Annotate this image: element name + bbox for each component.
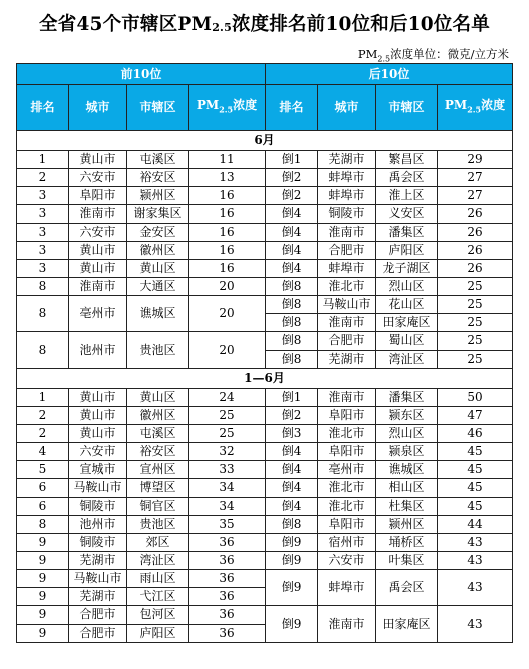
left-city-cell: 阜阳市 xyxy=(69,187,127,205)
table-row xyxy=(17,479,513,497)
left-rank-cell: 8 xyxy=(17,277,69,295)
right-city-cell: 阜阳市 xyxy=(318,406,376,424)
left-district-cell: 裕安区 xyxy=(127,169,189,187)
right-city-cell: 淮北市 xyxy=(318,277,376,295)
table-row xyxy=(17,151,513,169)
left-rank-cell: 3 xyxy=(17,205,69,223)
left-district-cell: 黄山区 xyxy=(127,388,189,406)
right-rank-cell: 倒8 xyxy=(266,332,318,350)
left-value-cell: 13 xyxy=(189,169,266,187)
page-title: 全省45个市辖区$PM_{2.5}$浓度排名前10位和后10位名单 xyxy=(39,14,490,35)
right-district-cell: 庐阳区 xyxy=(376,241,438,259)
left-district-cell: 郊区 xyxy=(127,533,189,551)
right-district-cell: 淮上区 xyxy=(376,187,438,205)
rank-header: 排名 xyxy=(17,85,69,131)
left-city-cell: 芜湖市 xyxy=(69,588,127,606)
ranking-table xyxy=(16,63,513,643)
right-rank-cell: 倒4 xyxy=(266,461,318,479)
table-row xyxy=(17,277,513,295)
right-rank-cell: 倒4 xyxy=(266,205,318,223)
left-value-cell: 20 xyxy=(189,277,266,295)
right-city-cell: 淮北市 xyxy=(318,424,376,442)
top-group-header: 前10位 xyxy=(17,64,266,85)
right-value-cell: 43 xyxy=(438,570,513,606)
right-district-cell: 禹会区 xyxy=(376,570,438,606)
table-row xyxy=(17,223,513,241)
right-city-cell: 淮南市 xyxy=(318,314,376,332)
right-city-cell: 蚌埠市 xyxy=(318,259,376,277)
right-rank-cell: 倒4 xyxy=(266,497,318,515)
right-district-cell: 颍州区 xyxy=(376,515,438,533)
left-district-cell: 颍州区 xyxy=(127,187,189,205)
right-value-cell: 43 xyxy=(438,551,513,569)
left-value-cell: 16 xyxy=(189,241,266,259)
right-city-cell: 阜阳市 xyxy=(318,443,376,461)
right-value-cell: 27 xyxy=(438,169,513,187)
right-city-cell: 淮南市 xyxy=(318,388,376,406)
table-row xyxy=(17,515,513,533)
right-district-cell: 烈山区 xyxy=(376,277,438,295)
left-value-cell: 33 xyxy=(189,461,266,479)
left-rank-cell: 2 xyxy=(17,424,69,442)
right-district-cell: 颍东区 xyxy=(376,406,438,424)
table-row xyxy=(17,388,513,406)
right-value-cell: 43 xyxy=(438,533,513,551)
left-value-cell: 16 xyxy=(189,187,266,205)
right-value-cell: 26 xyxy=(438,205,513,223)
left-rank-cell: 3 xyxy=(17,223,69,241)
left-value-cell: 25 xyxy=(189,406,266,424)
left-value-cell: 24 xyxy=(189,388,266,406)
right-value-cell: 26 xyxy=(438,223,513,241)
left-district-cell: 贵池区 xyxy=(127,515,189,533)
right-rank-cell: 倒9 xyxy=(266,570,318,606)
right-rank-cell: 倒4 xyxy=(266,259,318,277)
right-city-cell: 合肥市 xyxy=(318,332,376,350)
left-rank-cell: 5 xyxy=(17,461,69,479)
left-district-cell: 铜官区 xyxy=(127,497,189,515)
concentration-header: $PM_{2.5}$浓度 xyxy=(438,85,513,131)
left-city-cell: 铜陵市 xyxy=(69,533,127,551)
left-rank-cell: 8 xyxy=(17,515,69,533)
right-value-cell: 46 xyxy=(438,424,513,442)
right-district-cell: 湾沚区 xyxy=(376,350,438,368)
left-city-cell: 黄山市 xyxy=(69,241,127,259)
right-rank-cell: 倒8 xyxy=(266,350,318,368)
left-city-cell: 黄山市 xyxy=(69,259,127,277)
district-header: 市辖区 xyxy=(127,85,189,131)
right-rank-cell: 倒2 xyxy=(266,406,318,424)
right-value-cell: 26 xyxy=(438,241,513,259)
table-row xyxy=(17,443,513,461)
right-rank-cell: 倒8 xyxy=(266,277,318,295)
table-row xyxy=(17,169,513,187)
left-district-cell: 裕安区 xyxy=(127,443,189,461)
left-district-cell: 金安区 xyxy=(127,223,189,241)
table-row xyxy=(17,205,513,223)
right-city-cell: 淮南市 xyxy=(318,606,376,642)
right-district-cell: 烈山区 xyxy=(376,424,438,442)
right-rank-cell: 倒4 xyxy=(266,223,318,241)
right-rank-cell: 倒3 xyxy=(266,424,318,442)
right-value-cell: 29 xyxy=(438,151,513,169)
left-rank-cell: 2 xyxy=(17,169,69,187)
right-rank-cell: 倒9 xyxy=(266,606,318,642)
left-rank-cell: 9 xyxy=(17,606,69,624)
left-district-cell: 雨山区 xyxy=(127,570,189,588)
table-row xyxy=(17,296,513,314)
left-rank-cell: 9 xyxy=(17,624,69,642)
left-rank-cell: 1 xyxy=(17,388,69,406)
left-value-cell: 36 xyxy=(189,533,266,551)
right-rank-cell: 倒2 xyxy=(266,187,318,205)
right-value-cell: 45 xyxy=(438,443,513,461)
left-rank-cell: 8 xyxy=(17,296,69,332)
left-city-cell: 黄山市 xyxy=(69,388,127,406)
right-rank-cell: 倒8 xyxy=(266,515,318,533)
left-value-cell: 20 xyxy=(189,332,266,368)
right-district-cell: 花山区 xyxy=(376,296,438,314)
right-value-cell: 43 xyxy=(438,606,513,642)
left-district-cell: 贵池区 xyxy=(127,332,189,368)
right-district-cell: 义安区 xyxy=(376,205,438,223)
left-district-cell: 弋江区 xyxy=(127,588,189,606)
right-value-cell: 25 xyxy=(438,277,513,295)
left-city-cell: 淮南市 xyxy=(69,277,127,295)
left-city-cell: 合肥市 xyxy=(69,606,127,624)
left-rank-cell: 6 xyxy=(17,497,69,515)
right-city-cell: 蚌埠市 xyxy=(318,187,376,205)
left-value-cell: 35 xyxy=(189,515,266,533)
right-district-cell: 叶集区 xyxy=(376,551,438,569)
left-city-cell: 黄山市 xyxy=(69,151,127,169)
left-district-cell: 谢家集区 xyxy=(127,205,189,223)
left-rank-cell: 3 xyxy=(17,241,69,259)
right-rank-cell: 倒9 xyxy=(266,551,318,569)
table-row xyxy=(17,497,513,515)
bottom-group-header: 后10位 xyxy=(266,64,513,85)
right-district-cell: 谯城区 xyxy=(376,461,438,479)
right-district-cell: 潘集区 xyxy=(376,223,438,241)
right-district-cell: 颍泉区 xyxy=(376,443,438,461)
right-city-cell: 蚌埠市 xyxy=(318,169,376,187)
table-row xyxy=(17,424,513,442)
right-city-cell: 合肥市 xyxy=(318,241,376,259)
left-district-cell: 包河区 xyxy=(127,606,189,624)
right-city-cell: 淮北市 xyxy=(318,479,376,497)
table-row xyxy=(17,241,513,259)
right-value-cell: 26 xyxy=(438,259,513,277)
left-rank-cell: 3 xyxy=(17,259,69,277)
left-value-cell: 36 xyxy=(189,588,266,606)
right-city-cell: 阜阳市 xyxy=(318,515,376,533)
left-district-cell: 庐阳区 xyxy=(127,624,189,642)
left-rank-cell: 8 xyxy=(17,332,69,368)
left-rank-cell: 2 xyxy=(17,406,69,424)
right-district-cell: 田家庵区 xyxy=(376,314,438,332)
right-district-cell: 潘集区 xyxy=(376,388,438,406)
right-rank-cell: 倒2 xyxy=(266,169,318,187)
table-row xyxy=(17,551,513,569)
left-value-cell: 36 xyxy=(189,570,266,588)
left-district-cell: 黄山区 xyxy=(127,259,189,277)
left-rank-cell: 9 xyxy=(17,570,69,588)
left-value-cell: 16 xyxy=(189,259,266,277)
city-header: 城市 xyxy=(69,85,127,131)
right-rank-cell: 倒8 xyxy=(266,296,318,314)
left-city-cell: 六安市 xyxy=(69,223,127,241)
left-city-cell: 淮南市 xyxy=(69,205,127,223)
left-district-cell: 屯溪区 xyxy=(127,424,189,442)
left-district-cell: 屯溪区 xyxy=(127,151,189,169)
right-district-cell: 繁昌区 xyxy=(376,151,438,169)
left-rank-cell: 6 xyxy=(17,479,69,497)
left-value-cell: 36 xyxy=(189,624,266,642)
right-city-cell: 芜湖市 xyxy=(318,151,376,169)
left-city-cell: 六安市 xyxy=(69,169,127,187)
table-row xyxy=(17,187,513,205)
section-header: 6月 xyxy=(17,131,513,151)
left-value-cell: 32 xyxy=(189,443,266,461)
left-district-cell: 宣州区 xyxy=(127,461,189,479)
left-value-cell: 34 xyxy=(189,497,266,515)
left-district-cell: 大通区 xyxy=(127,277,189,295)
right-city-cell: 亳州市 xyxy=(318,461,376,479)
right-city-cell: 淮北市 xyxy=(318,497,376,515)
left-city-cell: 黄山市 xyxy=(69,424,127,442)
right-city-cell: 铜陵市 xyxy=(318,205,376,223)
left-district-cell: 徽州区 xyxy=(127,241,189,259)
rank-header: 排名 xyxy=(266,85,318,131)
right-rank-cell: 倒4 xyxy=(266,241,318,259)
right-city-cell: 淮南市 xyxy=(318,223,376,241)
left-rank-cell: 9 xyxy=(17,533,69,551)
right-rank-cell: 倒4 xyxy=(266,443,318,461)
left-district-cell: 湾沚区 xyxy=(127,551,189,569)
right-value-cell: 47 xyxy=(438,406,513,424)
right-value-cell: 45 xyxy=(438,479,513,497)
right-value-cell: 25 xyxy=(438,314,513,332)
city-header: 城市 xyxy=(318,85,376,131)
left-district-cell: 博望区 xyxy=(127,479,189,497)
left-city-cell: 黄山市 xyxy=(69,406,127,424)
district-header: 市辖区 xyxy=(376,85,438,131)
left-value-cell: 25 xyxy=(189,424,266,442)
left-value-cell: 11 xyxy=(189,151,266,169)
left-district-cell: 谯城区 xyxy=(127,296,189,332)
left-city-cell: 池州市 xyxy=(69,515,127,533)
right-value-cell: 44 xyxy=(438,515,513,533)
section-header: 1—6月 xyxy=(17,368,513,388)
left-rank-cell: 3 xyxy=(17,187,69,205)
left-rank-cell: 9 xyxy=(17,588,69,606)
right-district-cell: 埇桥区 xyxy=(376,533,438,551)
left-value-cell: 34 xyxy=(189,479,266,497)
right-city-cell: 宿州市 xyxy=(318,533,376,551)
right-district-cell: 龙子湖区 xyxy=(376,259,438,277)
left-city-cell: 池州市 xyxy=(69,332,127,368)
left-rank-cell: 4 xyxy=(17,443,69,461)
right-value-cell: 50 xyxy=(438,388,513,406)
left-city-cell: 铜陵市 xyxy=(69,497,127,515)
left-city-cell: 芜湖市 xyxy=(69,551,127,569)
right-value-cell: 45 xyxy=(438,461,513,479)
right-rank-cell: 倒1 xyxy=(266,388,318,406)
right-district-cell: 田家庵区 xyxy=(376,606,438,642)
table-row xyxy=(17,259,513,277)
left-city-cell: 马鞍山市 xyxy=(69,479,127,497)
right-city-cell: 六安市 xyxy=(318,551,376,569)
left-rank-cell: 1 xyxy=(17,151,69,169)
table-row xyxy=(17,533,513,551)
left-city-cell: 六安市 xyxy=(69,443,127,461)
table-row xyxy=(17,461,513,479)
left-city-cell: 马鞍山市 xyxy=(69,570,127,588)
right-district-cell: 杜集区 xyxy=(376,497,438,515)
left-value-cell: 36 xyxy=(189,551,266,569)
right-value-cell: 25 xyxy=(438,350,513,368)
right-rank-cell: 倒4 xyxy=(266,479,318,497)
table-row xyxy=(17,332,513,350)
right-value-cell: 25 xyxy=(438,332,513,350)
left-value-cell: 20 xyxy=(189,296,266,332)
table-row xyxy=(17,406,513,424)
right-district-cell: 禹会区 xyxy=(376,169,438,187)
right-value-cell: 45 xyxy=(438,497,513,515)
left-value-cell: 16 xyxy=(189,223,266,241)
left-city-cell: 合肥市 xyxy=(69,624,127,642)
left-value-cell: 36 xyxy=(189,606,266,624)
left-district-cell: 徽州区 xyxy=(127,406,189,424)
right-rank-cell: 倒1 xyxy=(266,151,318,169)
right-rank-cell: 倒8 xyxy=(266,314,318,332)
right-district-cell: 蜀山区 xyxy=(376,332,438,350)
right-value-cell: 27 xyxy=(438,187,513,205)
right-city-cell: 芜湖市 xyxy=(318,350,376,368)
unit-note: $PM_{2.5}$浓度单位：微克/立方米 xyxy=(357,47,509,64)
table-row xyxy=(17,606,513,624)
left-city-cell: 亳州市 xyxy=(69,296,127,332)
right-rank-cell: 倒9 xyxy=(266,533,318,551)
left-rank-cell: 9 xyxy=(17,551,69,569)
table-row xyxy=(17,570,513,588)
concentration-header: $PM_{2.5}$浓度 xyxy=(189,85,266,131)
right-city-cell: 蚌埠市 xyxy=(318,570,376,606)
right-city-cell: 马鞍山市 xyxy=(318,296,376,314)
right-district-cell: 相山区 xyxy=(376,479,438,497)
left-value-cell: 16 xyxy=(189,205,266,223)
left-city-cell: 宣城市 xyxy=(69,461,127,479)
right-value-cell: 25 xyxy=(438,296,513,314)
